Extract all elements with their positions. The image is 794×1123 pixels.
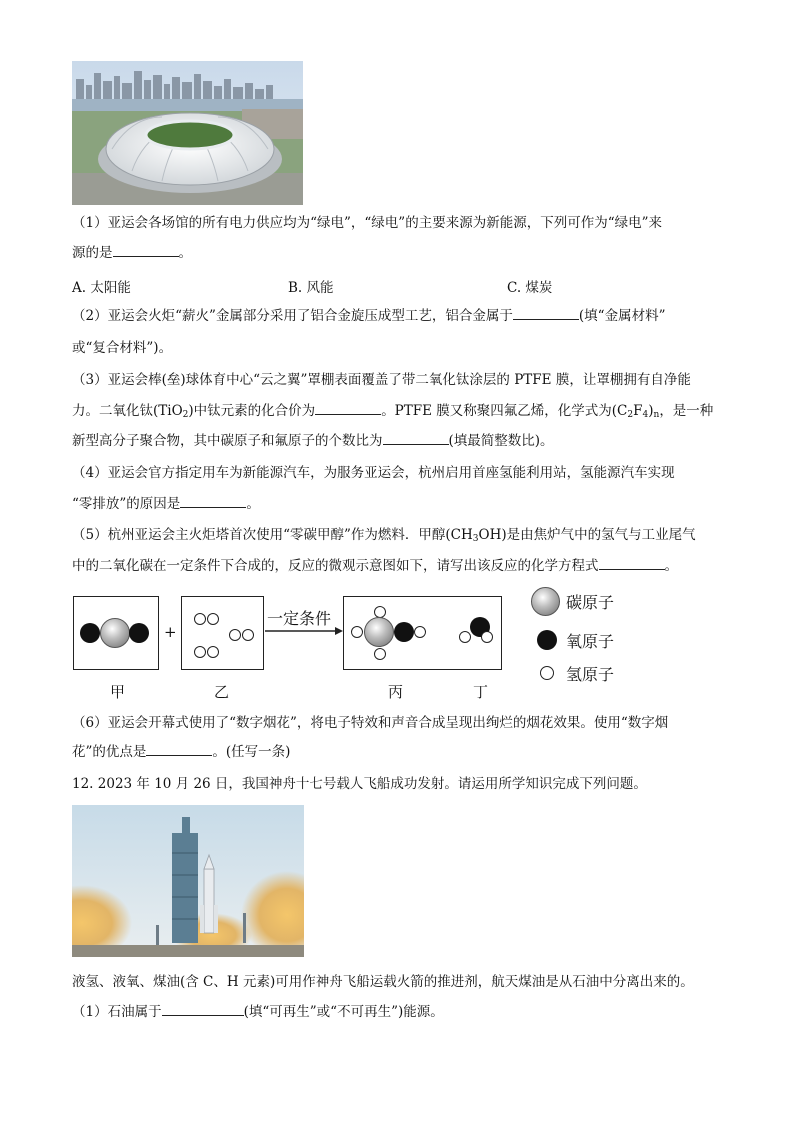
hydrogen-legend-icon <box>540 666 554 680</box>
carbon-atom <box>364 617 394 647</box>
q12-q1: （1）石油属于 (填“可再生”或“不可再生”)能源。 <box>72 1004 444 1020</box>
legend-oxygen: 氧原子 <box>566 632 615 651</box>
hydrogen-atom <box>229 629 241 641</box>
oxygen-atom <box>80 623 100 643</box>
label-ding: 丁 <box>473 683 489 701</box>
reaction-arrow <box>263 625 345 637</box>
q2-line2: 或“复合材料”)。 <box>72 340 173 356</box>
stadium-photo <box>72 61 303 205</box>
answer-blank[interactable] <box>383 432 449 445</box>
label-yi: 乙 <box>214 683 230 701</box>
carbon-atom <box>100 618 130 648</box>
hydrogen-atom <box>242 629 254 641</box>
hydrogen-atom <box>414 626 426 638</box>
hydrogen-atom <box>374 648 386 660</box>
hydrogen-atom <box>207 613 219 625</box>
option-a[interactable]: A. 太阳能 <box>72 280 131 296</box>
oxygen-atom <box>394 622 414 642</box>
q12-intro: 12. 2023 年 10 月 26 日，我国神舟十七号载人飞船成功发射。请运用所学知识完成下列问题。 <box>72 776 647 792</box>
answer-blank[interactable] <box>146 743 212 756</box>
hydrogen-atom <box>351 626 363 638</box>
box-jia <box>73 596 159 670</box>
answer-blank[interactable] <box>180 495 246 508</box>
option-c[interactable]: C. 煤炭 <box>507 280 553 296</box>
hydrogen-atom <box>207 646 219 658</box>
answer-blank[interactable] <box>513 307 579 320</box>
hydrogen-atom <box>459 631 471 643</box>
q3-line3: 新型高分子聚合物，其中碳原子和氟原子的个数比为 (填最简整数比)。 <box>72 433 554 449</box>
legend-hydrogen: 氢原子 <box>566 665 615 684</box>
q5-line1: （5）杭州亚运会主火炬塔首次使用“零碳甲醇”作为燃料．甲醇$(CH_3OH)$是由焦炉气中的氢气与工业尾气 <box>72 527 696 544</box>
answer-blank[interactable] <box>599 557 665 570</box>
q6-line1: （6）亚运会开幕式使用了“数字烟花”，将电子特效和声音合成呈现出绚烂的烟花效果。使用“数字烟 <box>72 715 669 731</box>
oxygen-legend-icon <box>537 630 557 650</box>
hydrogen-atom <box>194 646 206 658</box>
arrow-label: 一定条件 <box>267 609 332 628</box>
legend-carbon: 碳原子 <box>566 593 615 612</box>
q12-line1: 液氢、液氧、煤油(含 C、H 元素)可用作神舟飞船运载火箭的推进剂，航天煤油是从石油中分离出来的。 <box>72 974 694 990</box>
q4-line2: “零排放”的原因是 。 <box>72 496 260 512</box>
q5-line2: 中的二氧化碳在一定条件下合成的，反应的微观示意图如下，请写出该反应的化学方程式 。 <box>72 558 678 574</box>
q3-line1: （3）亚运会棒(垒)球体育中心“云之翼”罩棚表面覆盖了带二氧化钛涂层的 PTFE 膜，让罩棚拥有自净能 <box>72 372 691 388</box>
answer-blank[interactable] <box>315 402 381 415</box>
plus-sign: + <box>164 623 177 641</box>
q2-line1: （2）亚运会火炬“薪火”金属部分采用了铝合金旋压成型工艺，铝合金属于 (填“金属材料” <box>72 308 666 324</box>
carbon-legend-icon <box>531 587 560 616</box>
q1-line1: （1）亚运会各场馆的所有电力供应均为“绿电”，“绿电”的主要来源为新能源，下列可作为“绿电”来 <box>72 215 662 231</box>
q4-line1: （4）亚运会官方指定用车为新能源汽车，为服务亚运会，杭州启用首座氢能利用站，氢能源汽车实现 <box>72 465 675 481</box>
q1-line2: 源的是 。 <box>72 245 192 261</box>
q6-line2: 花”的优点是 。(任写一条) <box>72 744 291 760</box>
answer-blank[interactable] <box>113 244 179 257</box>
answer-blank[interactable] <box>162 1003 244 1016</box>
box-bing-ding <box>343 596 502 670</box>
box-yi <box>181 596 264 670</box>
hydrogen-atom <box>481 631 493 643</box>
label-bing: 丙 <box>388 683 404 701</box>
option-b[interactable]: B. 风能 <box>288 280 334 296</box>
oxygen-atom <box>129 623 149 643</box>
hydrogen-atom <box>194 613 206 625</box>
q3-line2: 力。二氧化钛(TiO$_2$)中钛元素的化合价为 。PTFE 膜又称聚四氟乙烯，化学式为$(C_2F_4)_n$，是一种 <box>72 403 714 420</box>
rocket-launch-photo <box>72 805 304 957</box>
label-jia: 甲 <box>110 683 126 701</box>
